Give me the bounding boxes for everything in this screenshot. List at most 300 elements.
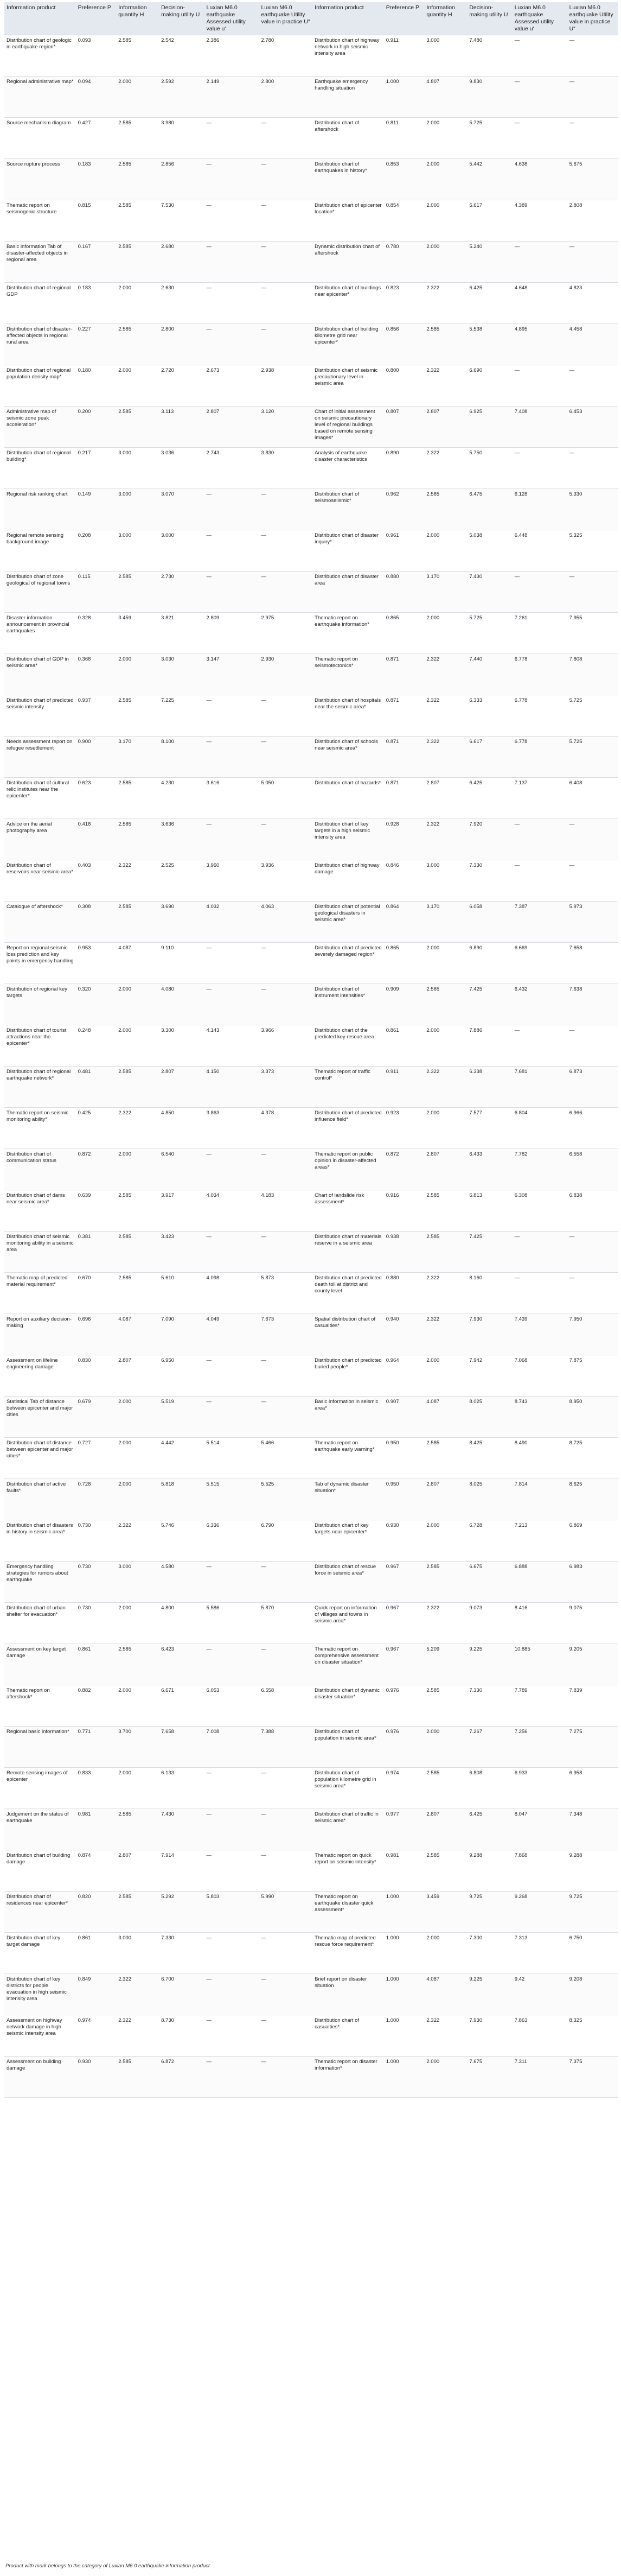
table-cell: 6.308 bbox=[513, 1190, 567, 1232]
table-cell: 6.950 bbox=[159, 1355, 204, 1397]
table-cell: 7.090 bbox=[159, 1314, 204, 1355]
table-cell: Distribution chart of tourist attractions near the epicenter* bbox=[4, 1025, 76, 1067]
table-row bbox=[4, 200, 618, 242]
table-cell: — bbox=[259, 2015, 312, 2057]
table-cell: 0.728 bbox=[76, 1479, 117, 1520]
table-cell: 8.730 bbox=[159, 2015, 204, 2057]
table-cell: 2.000 bbox=[116, 1438, 159, 1479]
table-cell: — bbox=[259, 943, 312, 984]
table-cell: Distribution chart of cultural relic institutes near the epicenter* bbox=[4, 778, 76, 819]
column-header: Decision-making utility U bbox=[159, 2, 204, 35]
table-cell: 4.580 bbox=[159, 1562, 204, 1603]
table-cell: 9.830 bbox=[467, 77, 512, 118]
table-cell: 4.850 bbox=[159, 1108, 204, 1149]
table-cell: — bbox=[513, 1232, 567, 1273]
table-cell: Earthquake emergency handling situation bbox=[312, 77, 384, 118]
table-cell: 2.322 bbox=[116, 1520, 159, 1562]
table-row bbox=[4, 118, 618, 159]
table-cell: 3.113 bbox=[159, 407, 204, 448]
table-cell: 0.861 bbox=[76, 1933, 117, 1974]
table-cell: — bbox=[259, 695, 312, 737]
table-row bbox=[4, 324, 618, 365]
table-cell: 2.000 bbox=[424, 1108, 467, 1149]
table-cell: Thematic map of predicted material requirement* bbox=[4, 1273, 76, 1314]
column-header: Preference P bbox=[76, 2, 117, 35]
table-cell: Regional administrative map* bbox=[4, 77, 76, 118]
table-cell: 8.490 bbox=[513, 1438, 567, 1479]
table-cell: 3.821 bbox=[159, 613, 204, 654]
table-cell: Assessment on building damage bbox=[4, 2057, 76, 2098]
table-cell: 7.942 bbox=[467, 1355, 512, 1397]
table-cell: 6.432 bbox=[513, 984, 567, 1025]
table-cell: 7.300 bbox=[467, 1933, 512, 1974]
table-cell: Distribution chart of potential geological disasters in seismic area* bbox=[312, 902, 384, 943]
table-cell: Distribution chart of aftershock bbox=[312, 118, 384, 159]
table-header bbox=[4, 2, 618, 35]
table-cell: — bbox=[204, 530, 259, 572]
table-cell: 0.853 bbox=[384, 159, 425, 200]
table-cell: Distribution chart of GDP in seismic area* bbox=[4, 654, 76, 695]
table-cell: Distribution chart of predicted severely damaged region* bbox=[312, 943, 384, 984]
table-cell: 0.381 bbox=[76, 1232, 117, 1273]
table-cell: 0.200 bbox=[76, 407, 117, 448]
table-cell: 2.000 bbox=[116, 654, 159, 695]
table-cell: 1.000 bbox=[384, 1974, 425, 2015]
table-cell: 7.789 bbox=[513, 1685, 567, 1727]
table-cell: 6.540 bbox=[159, 1149, 204, 1190]
table-cell: 2.000 bbox=[424, 943, 467, 984]
table-cell: 0.623 bbox=[76, 778, 117, 819]
table-cell: 2.322 bbox=[424, 448, 467, 489]
table-cell: Distribution chart of predicted death toll at district and county level bbox=[312, 1273, 384, 1314]
table-cell: 0.248 bbox=[76, 1025, 117, 1067]
table-body bbox=[4, 35, 618, 2098]
table-cell: 6.433 bbox=[467, 1149, 512, 1190]
table-cell: 5.525 bbox=[259, 1479, 312, 1520]
table-row bbox=[4, 1067, 618, 1108]
table-cell: 2.000 bbox=[116, 1479, 159, 1520]
table-cell: 4.080 bbox=[159, 984, 204, 1025]
table-cell: — bbox=[204, 1397, 259, 1438]
table-cell: 2.585 bbox=[424, 1190, 467, 1232]
table-cell: 0.815 bbox=[76, 200, 117, 242]
table-cell: Assessment on key target damage bbox=[4, 1644, 76, 1685]
table-cell: 0.890 bbox=[384, 448, 425, 489]
table-cell: 6.333 bbox=[467, 695, 512, 737]
table-cell: Distribution chart of key targets near epicenter* bbox=[312, 1520, 384, 1562]
table-cell: 4.183 bbox=[259, 1190, 312, 1232]
table-cell: 3.000 bbox=[116, 1933, 159, 1974]
table-cell: 3.636 bbox=[159, 819, 204, 860]
table-cell: 0.872 bbox=[384, 1149, 425, 1190]
table-cell: — bbox=[567, 118, 618, 159]
table-cell: 4.648 bbox=[513, 283, 567, 324]
table-row bbox=[4, 1355, 618, 1397]
table-cell: 3.936 bbox=[259, 860, 312, 902]
table-cell: 2.743 bbox=[204, 448, 259, 489]
table-cell: 5.803 bbox=[204, 1892, 259, 1933]
table-cell: — bbox=[259, 1355, 312, 1397]
table-cell: Distribution chart of schools near seismic area* bbox=[312, 737, 384, 778]
table-row bbox=[4, 860, 618, 902]
column-header: Luxian M6.0 earthquake Utility value in practice U″ bbox=[567, 2, 618, 35]
table-cell: Distribution chart of regional population density map* bbox=[4, 365, 76, 407]
table-cell: 0.418 bbox=[76, 819, 117, 860]
table-cell: 2.730 bbox=[159, 572, 204, 613]
table-cell: Distribution chart of building damage bbox=[4, 1850, 76, 1892]
table-cell: 2.807 bbox=[204, 407, 259, 448]
table-cell: 3.373 bbox=[259, 1067, 312, 1108]
table-cell: Thematic map of predicted rescue force requirement* bbox=[312, 1933, 384, 1974]
table-cell: 2.322 bbox=[116, 1974, 159, 2015]
table-cell: 3.000 bbox=[116, 489, 159, 530]
table-cell: — bbox=[204, 489, 259, 530]
table-row bbox=[4, 1727, 618, 1768]
table-cell: 0.937 bbox=[76, 695, 117, 737]
table-cell: 6.675 bbox=[467, 1562, 512, 1603]
table-cell: 7.675 bbox=[467, 2057, 512, 2098]
table-row bbox=[4, 1149, 618, 1190]
table-cell: — bbox=[567, 1232, 618, 1273]
table-cell: — bbox=[259, 489, 312, 530]
table-cell: — bbox=[204, 819, 259, 860]
table-cell: 0.639 bbox=[76, 1190, 117, 1232]
table-cell: 3.616 bbox=[204, 778, 259, 819]
table-cell: 2.585 bbox=[116, 1273, 159, 1314]
table-row bbox=[4, 365, 618, 407]
table-cell: 2.000 bbox=[424, 1727, 467, 1768]
table-cell: Distribution chart of earthquakes in history* bbox=[312, 159, 384, 200]
table-cell: 2.856 bbox=[159, 159, 204, 200]
table-cell: — bbox=[204, 1768, 259, 1809]
table-cell: 6.888 bbox=[513, 1562, 567, 1603]
table-cell: Distribution chart of predicted influence field* bbox=[312, 1108, 384, 1149]
table-cell: 2.000 bbox=[424, 159, 467, 200]
column-header: Luxian M6.0 earthquake Utility value in practice U″ bbox=[259, 2, 312, 35]
table-cell: 6.423 bbox=[159, 1644, 204, 1685]
table-cell: 4.807 bbox=[424, 77, 467, 118]
table-cell: — bbox=[204, 1850, 259, 1892]
table-cell: 8.425 bbox=[467, 1438, 512, 1479]
table-cell: Distribution chart of seismic monitoring ability in a seismic area bbox=[4, 1232, 76, 1273]
table-cell: 7.439 bbox=[513, 1314, 567, 1355]
table-cell: 5.330 bbox=[567, 489, 618, 530]
table-cell: 2.000 bbox=[424, 613, 467, 654]
table-cell: 0.320 bbox=[76, 984, 117, 1025]
table-cell: 0.208 bbox=[76, 530, 117, 572]
table-cell: 7.681 bbox=[513, 1067, 567, 1108]
table-cell: — bbox=[204, 200, 259, 242]
table-cell: 0.976 bbox=[384, 1685, 425, 1727]
table-cell: Dynamic distribution chart of aftershock bbox=[312, 242, 384, 283]
table-cell: Distribution chart of epicenter location* bbox=[312, 200, 384, 242]
table-cell: 6.933 bbox=[513, 1768, 567, 1809]
table-row bbox=[4, 1479, 618, 1520]
table-cell: 2.322 bbox=[424, 2015, 467, 2057]
table-cell: 6.425 bbox=[467, 1809, 512, 1850]
table-cell: — bbox=[204, 118, 259, 159]
table-cell: — bbox=[567, 1273, 618, 1314]
table-cell: 8.047 bbox=[513, 1809, 567, 1850]
table-cell: — bbox=[204, 242, 259, 283]
table-cell: 2.585 bbox=[424, 489, 467, 530]
table-cell: Distribution chart of predicted seismic intensity bbox=[4, 695, 76, 737]
table-cell: 0.227 bbox=[76, 324, 117, 365]
table-cell: 0.938 bbox=[384, 1232, 425, 1273]
table-cell: 5.990 bbox=[259, 1892, 312, 1933]
table-cell: Needs assessment report on refugee resettlement bbox=[4, 737, 76, 778]
table-cell: 8.100 bbox=[159, 737, 204, 778]
table-cell: 0.871 bbox=[384, 778, 425, 819]
table-cell: 7.388 bbox=[259, 1727, 312, 1768]
table-cell: 6.804 bbox=[513, 1108, 567, 1149]
table-cell: 3.917 bbox=[159, 1190, 204, 1232]
table-row bbox=[4, 1850, 618, 1892]
table-cell: 0.780 bbox=[384, 242, 425, 283]
table-cell: 0.953 bbox=[76, 943, 117, 984]
table-cell: — bbox=[204, 984, 259, 1025]
table-cell: 5.973 bbox=[567, 902, 618, 943]
table-cell: 5.873 bbox=[259, 1273, 312, 1314]
column-header: Information product bbox=[312, 2, 384, 35]
table-cell: 2.585 bbox=[116, 902, 159, 943]
table-cell: 2.585 bbox=[116, 695, 159, 737]
table-cell: 2.585 bbox=[116, 159, 159, 200]
table-cell: 0.807 bbox=[384, 407, 425, 448]
table-cell: Distribution of regional key targets bbox=[4, 984, 76, 1025]
table-cell: 6.958 bbox=[567, 1768, 618, 1809]
table-cell: — bbox=[259, 242, 312, 283]
table-cell: 7.256 bbox=[513, 1727, 567, 1768]
table-cell: 0.974 bbox=[76, 2015, 117, 2057]
table-cell: 3.170 bbox=[116, 737, 159, 778]
table-cell: Distribution chart of disaster-affected objects in regional rural area bbox=[4, 324, 76, 365]
table-cell: 3.000 bbox=[424, 860, 467, 902]
table-cell: 0.950 bbox=[384, 1479, 425, 1520]
table-cell: Emergency handling strategies for rumors about earthquake bbox=[4, 1562, 76, 1603]
table-row bbox=[4, 1232, 618, 1273]
table-cell: 4.087 bbox=[424, 1397, 467, 1438]
table-cell: 4.032 bbox=[204, 902, 259, 943]
table-cell: 1.000 bbox=[384, 2015, 425, 2057]
table-cell: 3.000 bbox=[116, 1562, 159, 1603]
table-cell: — bbox=[567, 365, 618, 407]
table-cell: Distribution chart of hazards* bbox=[312, 778, 384, 819]
table-cell: 0.930 bbox=[76, 2057, 117, 2098]
table-cell: 2.322 bbox=[424, 1314, 467, 1355]
table-cell: 0.923 bbox=[384, 1108, 425, 1149]
table-cell: 7.868 bbox=[513, 1850, 567, 1892]
table-cell: 0.823 bbox=[384, 283, 425, 324]
table-cell: 8.950 bbox=[567, 1397, 618, 1438]
table-cell: 6.558 bbox=[259, 1685, 312, 1727]
table-cell: — bbox=[204, 1933, 259, 1974]
table-cell: 10.885 bbox=[513, 1644, 567, 1685]
table-cell: 2.322 bbox=[424, 1603, 467, 1644]
table-cell: Source rupture process bbox=[4, 159, 76, 200]
table-cell: 2.680 bbox=[159, 242, 204, 283]
table-cell: 6.558 bbox=[567, 1149, 618, 1190]
table-cell: 7.782 bbox=[513, 1149, 567, 1190]
table-cell: 6.690 bbox=[467, 365, 512, 407]
table-cell: Distribution chart of highway damage bbox=[312, 860, 384, 902]
table-cell: 7.914 bbox=[159, 1850, 204, 1892]
table-cell: 1.000 bbox=[384, 77, 425, 118]
table-cell: 2.000 bbox=[116, 283, 159, 324]
table-cell: 6.872 bbox=[159, 2057, 204, 2098]
table-cell: 2.322 bbox=[424, 1273, 467, 1314]
table-cell: — bbox=[567, 242, 618, 283]
table-cell: Brief report on disaster situation bbox=[312, 1974, 384, 2015]
table-cell: 0.183 bbox=[76, 159, 117, 200]
table-cell: 4.063 bbox=[259, 902, 312, 943]
table-cell: Regional basic information* bbox=[4, 1727, 76, 1768]
table-cell: 0.861 bbox=[384, 1025, 425, 1067]
table-cell: 7.313 bbox=[513, 1933, 567, 1974]
table-cell: Regional remote sensing background image bbox=[4, 530, 76, 572]
table-cell: 0.961 bbox=[384, 530, 425, 572]
table-cell: 2.630 bbox=[159, 283, 204, 324]
table-cell: 6.453 bbox=[567, 407, 618, 448]
table-cell: 6.133 bbox=[159, 1768, 204, 1809]
table-cell: 9.205 bbox=[567, 1644, 618, 1685]
table-cell: 0.217 bbox=[76, 448, 117, 489]
table-cell: 0.833 bbox=[76, 1768, 117, 1809]
table-cell: 0.670 bbox=[76, 1273, 117, 1314]
table-cell: 2.000 bbox=[424, 2057, 467, 2098]
table-cell: 7.930 bbox=[467, 1314, 512, 1355]
table-row bbox=[4, 654, 618, 695]
table-cell: 4.638 bbox=[513, 159, 567, 200]
table-cell: — bbox=[259, 1644, 312, 1685]
table-cell: 2.585 bbox=[424, 1438, 467, 1479]
table-cell: 2.322 bbox=[116, 860, 159, 902]
table-row bbox=[4, 1397, 618, 1438]
table-cell: 0.368 bbox=[76, 654, 117, 695]
table-cell: 0.481 bbox=[76, 1067, 117, 1108]
table-cell: 0.911 bbox=[384, 35, 425, 77]
table-footnote: Product with mark belongs to the category of Luxian M6.0 earthquake information product. bbox=[5, 2563, 212, 2569]
table-cell: Administrative map of seismic zone peak acceleration* bbox=[4, 407, 76, 448]
table-cell: Distribution chart of zone geological of regional towns bbox=[4, 572, 76, 613]
table-cell: Basic information Tab of disaster-affected objects in regional area bbox=[4, 242, 76, 283]
table-row bbox=[4, 283, 618, 324]
table-cell: 2.000 bbox=[116, 1025, 159, 1067]
table-cell: Report on regional seismic loss prediction and key points in emergency handling bbox=[4, 943, 76, 984]
table-row bbox=[4, 613, 618, 654]
table-cell: Distribution chart of disasters in history in seismic area* bbox=[4, 1520, 76, 1562]
table-cell: Thematic report on seismogenic structure bbox=[4, 200, 76, 242]
table-cell: 3.170 bbox=[424, 572, 467, 613]
table-cell: 0.900 bbox=[76, 737, 117, 778]
table-cell: 8.625 bbox=[567, 1479, 618, 1520]
column-header: Preference P bbox=[384, 2, 425, 35]
table-cell: 0.308 bbox=[76, 902, 117, 943]
table-cell: 6.058 bbox=[467, 902, 512, 943]
table-cell: Distribution chart of key districts for people evacuation in high seismic intensity area bbox=[4, 1974, 76, 2015]
table-cell: 2.322 bbox=[424, 695, 467, 737]
table-cell: 1.000 bbox=[384, 1933, 425, 1974]
table-cell: 2.585 bbox=[116, 35, 159, 77]
table-cell: 0.115 bbox=[76, 572, 117, 613]
table-cell: 5.675 bbox=[567, 159, 618, 200]
table-cell: — bbox=[259, 1562, 312, 1603]
table-cell: Thematic report on quick report on seismic intensity* bbox=[312, 1850, 384, 1892]
table-cell: 2.585 bbox=[424, 1232, 467, 1273]
table-cell: 5.519 bbox=[159, 1397, 204, 1438]
table-cell: 2.807 bbox=[116, 1850, 159, 1892]
table-cell: 6.669 bbox=[513, 943, 567, 984]
table-cell: Assessment on lifeline engineering damage bbox=[4, 1355, 76, 1397]
table-cell: 6.425 bbox=[467, 283, 512, 324]
table-cell: 2.322 bbox=[424, 737, 467, 778]
table-cell: 2.585 bbox=[116, 407, 159, 448]
table-cell: 4.087 bbox=[116, 1314, 159, 1355]
table-cell: 7.137 bbox=[513, 778, 567, 819]
table-cell: 2.000 bbox=[424, 200, 467, 242]
table-cell: 5.514 bbox=[204, 1438, 259, 1479]
table-cell: — bbox=[513, 1273, 567, 1314]
table-cell: 9.075 bbox=[567, 1603, 618, 1644]
table-cell: 8.743 bbox=[513, 1397, 567, 1438]
table-row bbox=[4, 77, 618, 118]
table-cell: 0.849 bbox=[76, 1974, 117, 2015]
table-cell: 4.378 bbox=[259, 1108, 312, 1149]
table-cell: 2.585 bbox=[424, 1850, 467, 1892]
table-cell: 4.049 bbox=[204, 1314, 259, 1355]
table-cell: — bbox=[259, 118, 312, 159]
table-cell: 2.322 bbox=[424, 1067, 467, 1108]
table-cell: Report on auxiliary decision-making bbox=[4, 1314, 76, 1355]
table-cell: 7.875 bbox=[567, 1355, 618, 1397]
table-cell: 5.746 bbox=[159, 1520, 204, 1562]
table-cell: Distribution chart of residences near epicenter* bbox=[4, 1892, 76, 1933]
table-cell: 7.330 bbox=[467, 1685, 512, 1727]
table-cell: Distribution chart of key targets in a high seismic intensity area bbox=[312, 819, 384, 860]
header-row bbox=[4, 2, 618, 35]
table-cell: 0.696 bbox=[76, 1314, 117, 1355]
table-cell: 4.034 bbox=[204, 1190, 259, 1232]
table-cell: 5.292 bbox=[159, 1892, 204, 1933]
table-cell: — bbox=[259, 200, 312, 242]
table-cell: Distribution chart of instrument intensities* bbox=[312, 984, 384, 1025]
table-cell: 8.025 bbox=[467, 1479, 512, 1520]
table-cell: 3.000 bbox=[424, 35, 467, 77]
table-row bbox=[4, 572, 618, 613]
table-cell: 6.700 bbox=[159, 1974, 204, 2015]
table-cell: 4.800 bbox=[159, 1603, 204, 1644]
utility-table bbox=[4, 2, 618, 2098]
table-cell: — bbox=[513, 35, 567, 77]
table-cell: Source mechanism diagram bbox=[4, 118, 76, 159]
table-cell: 0.425 bbox=[76, 1108, 117, 1149]
table-cell: 9.225 bbox=[467, 1974, 512, 2015]
table-cell: 6.790 bbox=[259, 1520, 312, 1562]
table-cell: 4.143 bbox=[204, 1025, 259, 1067]
table-cell: 7.808 bbox=[567, 654, 618, 695]
table-cell: — bbox=[259, 1397, 312, 1438]
table-cell: 2.000 bbox=[424, 1933, 467, 1974]
table-cell: Assessment on highway network damage in high seismic intensity area bbox=[4, 2015, 76, 2057]
table-cell: 4.442 bbox=[159, 1438, 204, 1479]
table-cell: 2.000 bbox=[424, 118, 467, 159]
table-cell: Chart of initial assessment on seismic precautionary level of regional buildings based on remote sensing images* bbox=[312, 407, 384, 448]
table-cell: — bbox=[567, 572, 618, 613]
table-row bbox=[4, 1562, 618, 1603]
table-cell: 2.800 bbox=[259, 77, 312, 118]
table-cell: 5.617 bbox=[467, 200, 512, 242]
table-cell: 4.389 bbox=[513, 200, 567, 242]
